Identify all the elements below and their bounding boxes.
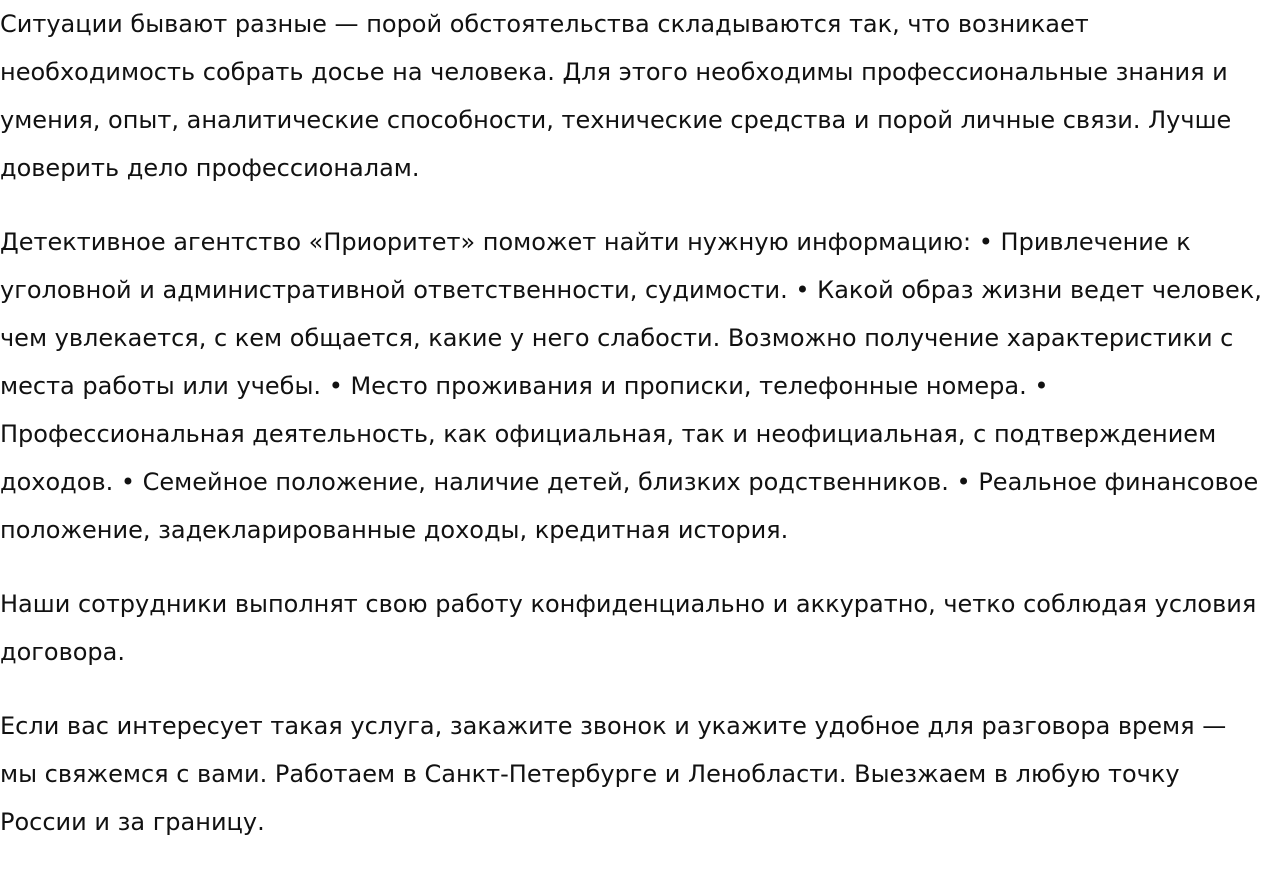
intro-paragraph: Ситуации бывают разные — порой обстоятельства складываются так, что возникает необходимость собрать досье на человека. Для этого необходимы профессиональные знания и умения, опыт, аналитические способности, технические средства и порой личные связи. Лучше доверить дело профессионалам.	[0, 10, 1232, 182]
contact-paragraph: Если вас интересует такая услуга, закажите звонок и укажите удобное для разговора время — мы свяжемся с вами. Работаем в Санкт-Петербурге и Ленобласти. Выезжаем в любую точку России и за границу.	[0, 712, 1227, 836]
confidentiality-paragraph: Наши сотрудники выполнят свою работу конфиденциально и аккуратно, четко соблюдая условия договора.	[0, 590, 1257, 666]
services-paragraph: Детективное агентство «Приоритет» поможет найти нужную информацию: • Привлечение к уголовной и административной ответственности, судимости. • Какой образ жизни ведет человек, чем увлекается, с кем общается, какие у него слабости. Возможно получение характеристики с места работы или учебы. • Место проживания и прописки, телефонные номера. • Профессиональная деятельность, как официальная, так и неофициальная, с подтверждением доходов. • Семейное положение, наличие детей, близких родственников. • Реальное финансовое положение, задекларированные доходы, кредитная история.	[0, 228, 1262, 544]
